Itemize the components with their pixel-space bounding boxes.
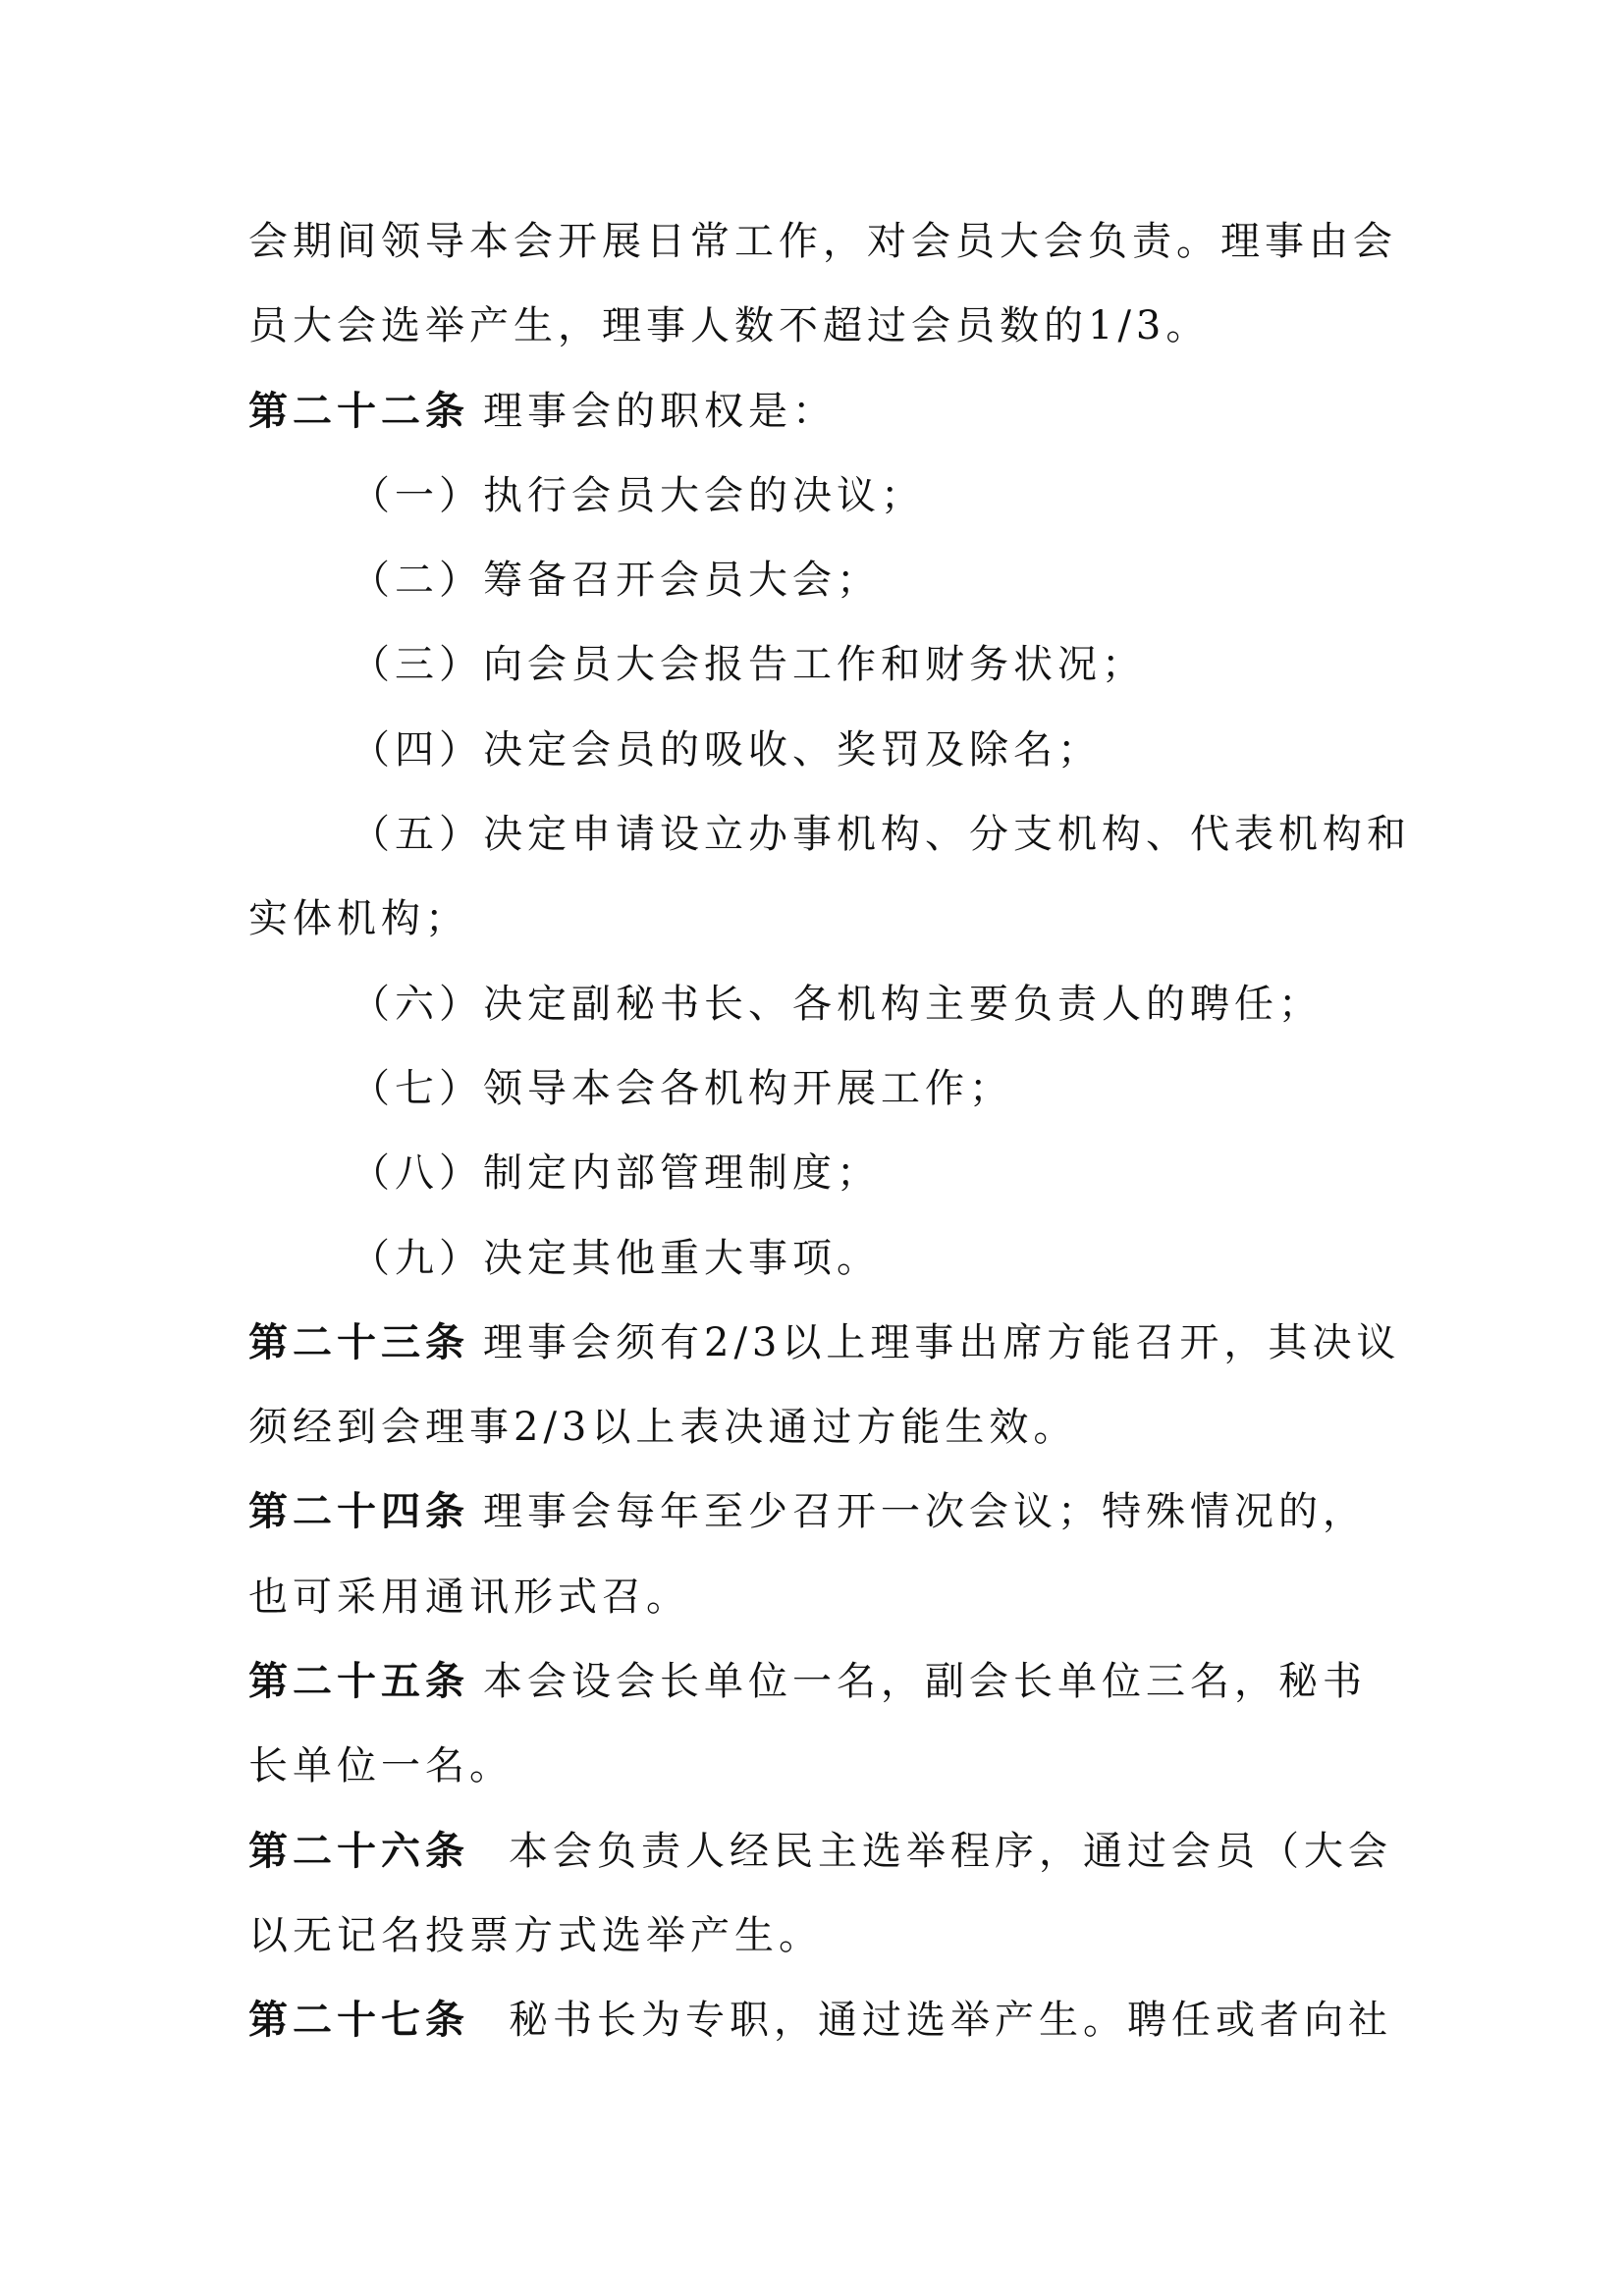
article-22-heading: 第二十二条 (248, 387, 469, 434)
article-24-line-1 (248, 1482, 1387, 1567)
article-22-item-4: （四）决定会员的吸收、奖罚及除名； (351, 726, 1102, 773)
article-22-item-2: （二）筹备召开会员大会； (351, 558, 881, 604)
article-22-item-9: （九）决定其他重大事项。 (351, 1235, 881, 1281)
intro-line-2: 员大会选举产生，理事人数不超过会员数的1/3。 (248, 303, 1211, 349)
article-24-text: 理事会每年至少召开一次会议；特殊情况的， (483, 1489, 1367, 1535)
article-22-item-7: （七）领导本会各机构开展工作； (351, 1065, 1013, 1111)
article-26-line-1 (248, 1822, 1392, 1906)
article-27-text: 秘书长为专职，通过选举产生。聘任或者向社 (509, 1998, 1392, 2044)
article-27-heading: 第二十七条 (248, 1997, 469, 2044)
article-22-item-8: （八）制定内部管理制度； (351, 1150, 881, 1197)
article-23-line-2: 须经到会理事2/3以上表决通过方能生效。 (248, 1405, 1078, 1451)
article-22-item-1: （一）执行会员大会的决议； (351, 472, 925, 518)
article-26-line-2: 以无记名投票方式选举产生。 (248, 1912, 823, 1958)
article-22-item-6: （六）决定副秘书长、各机构主要负责人的聘任； (351, 981, 1323, 1027)
article-25-line-2: 长单位一名。 (248, 1743, 514, 1789)
article-22-text: 理事会的职权是： (483, 388, 837, 434)
article-25-line-1 (248, 1652, 1387, 1736)
article-23-line-1 (248, 1313, 1401, 1398)
article-26-heading: 第二十六条 (248, 1827, 469, 1874)
article-22-item-5: （五）决定申请设立办事机构、分支机构、代表机构和 (351, 812, 1411, 858)
article-27-line-1 (248, 1991, 1392, 2075)
article-26-text: 本会负责人经民主选举程序，通过会员（大会 (509, 1828, 1392, 1874)
article-22-item-5-continued: 实体机构； (248, 896, 469, 942)
article-22-title (248, 382, 1387, 466)
intro-line-1: 会期间领导本会开展日常工作，对会员大会负责。理事由会 (248, 219, 1397, 264)
document-body (248, 212, 1411, 2076)
article-23-heading: 第二十三条 (248, 1318, 469, 1365)
article-25-text: 本会设会长单位一名，副会长单位三名，秘书 (483, 1659, 1367, 1705)
article-24-line-2: 也可采用通讯形式召。 (248, 1574, 690, 1620)
article-23-text: 理事会须有2/3以上理事出席方能召开，其决议 (483, 1319, 1401, 1365)
article-22-item-3: （三）向会员大会报告工作和财务状况； (351, 642, 1146, 688)
article-25-heading: 第二十五条 (248, 1658, 469, 1705)
article-24-heading: 第二十四条 (248, 1488, 469, 1535)
